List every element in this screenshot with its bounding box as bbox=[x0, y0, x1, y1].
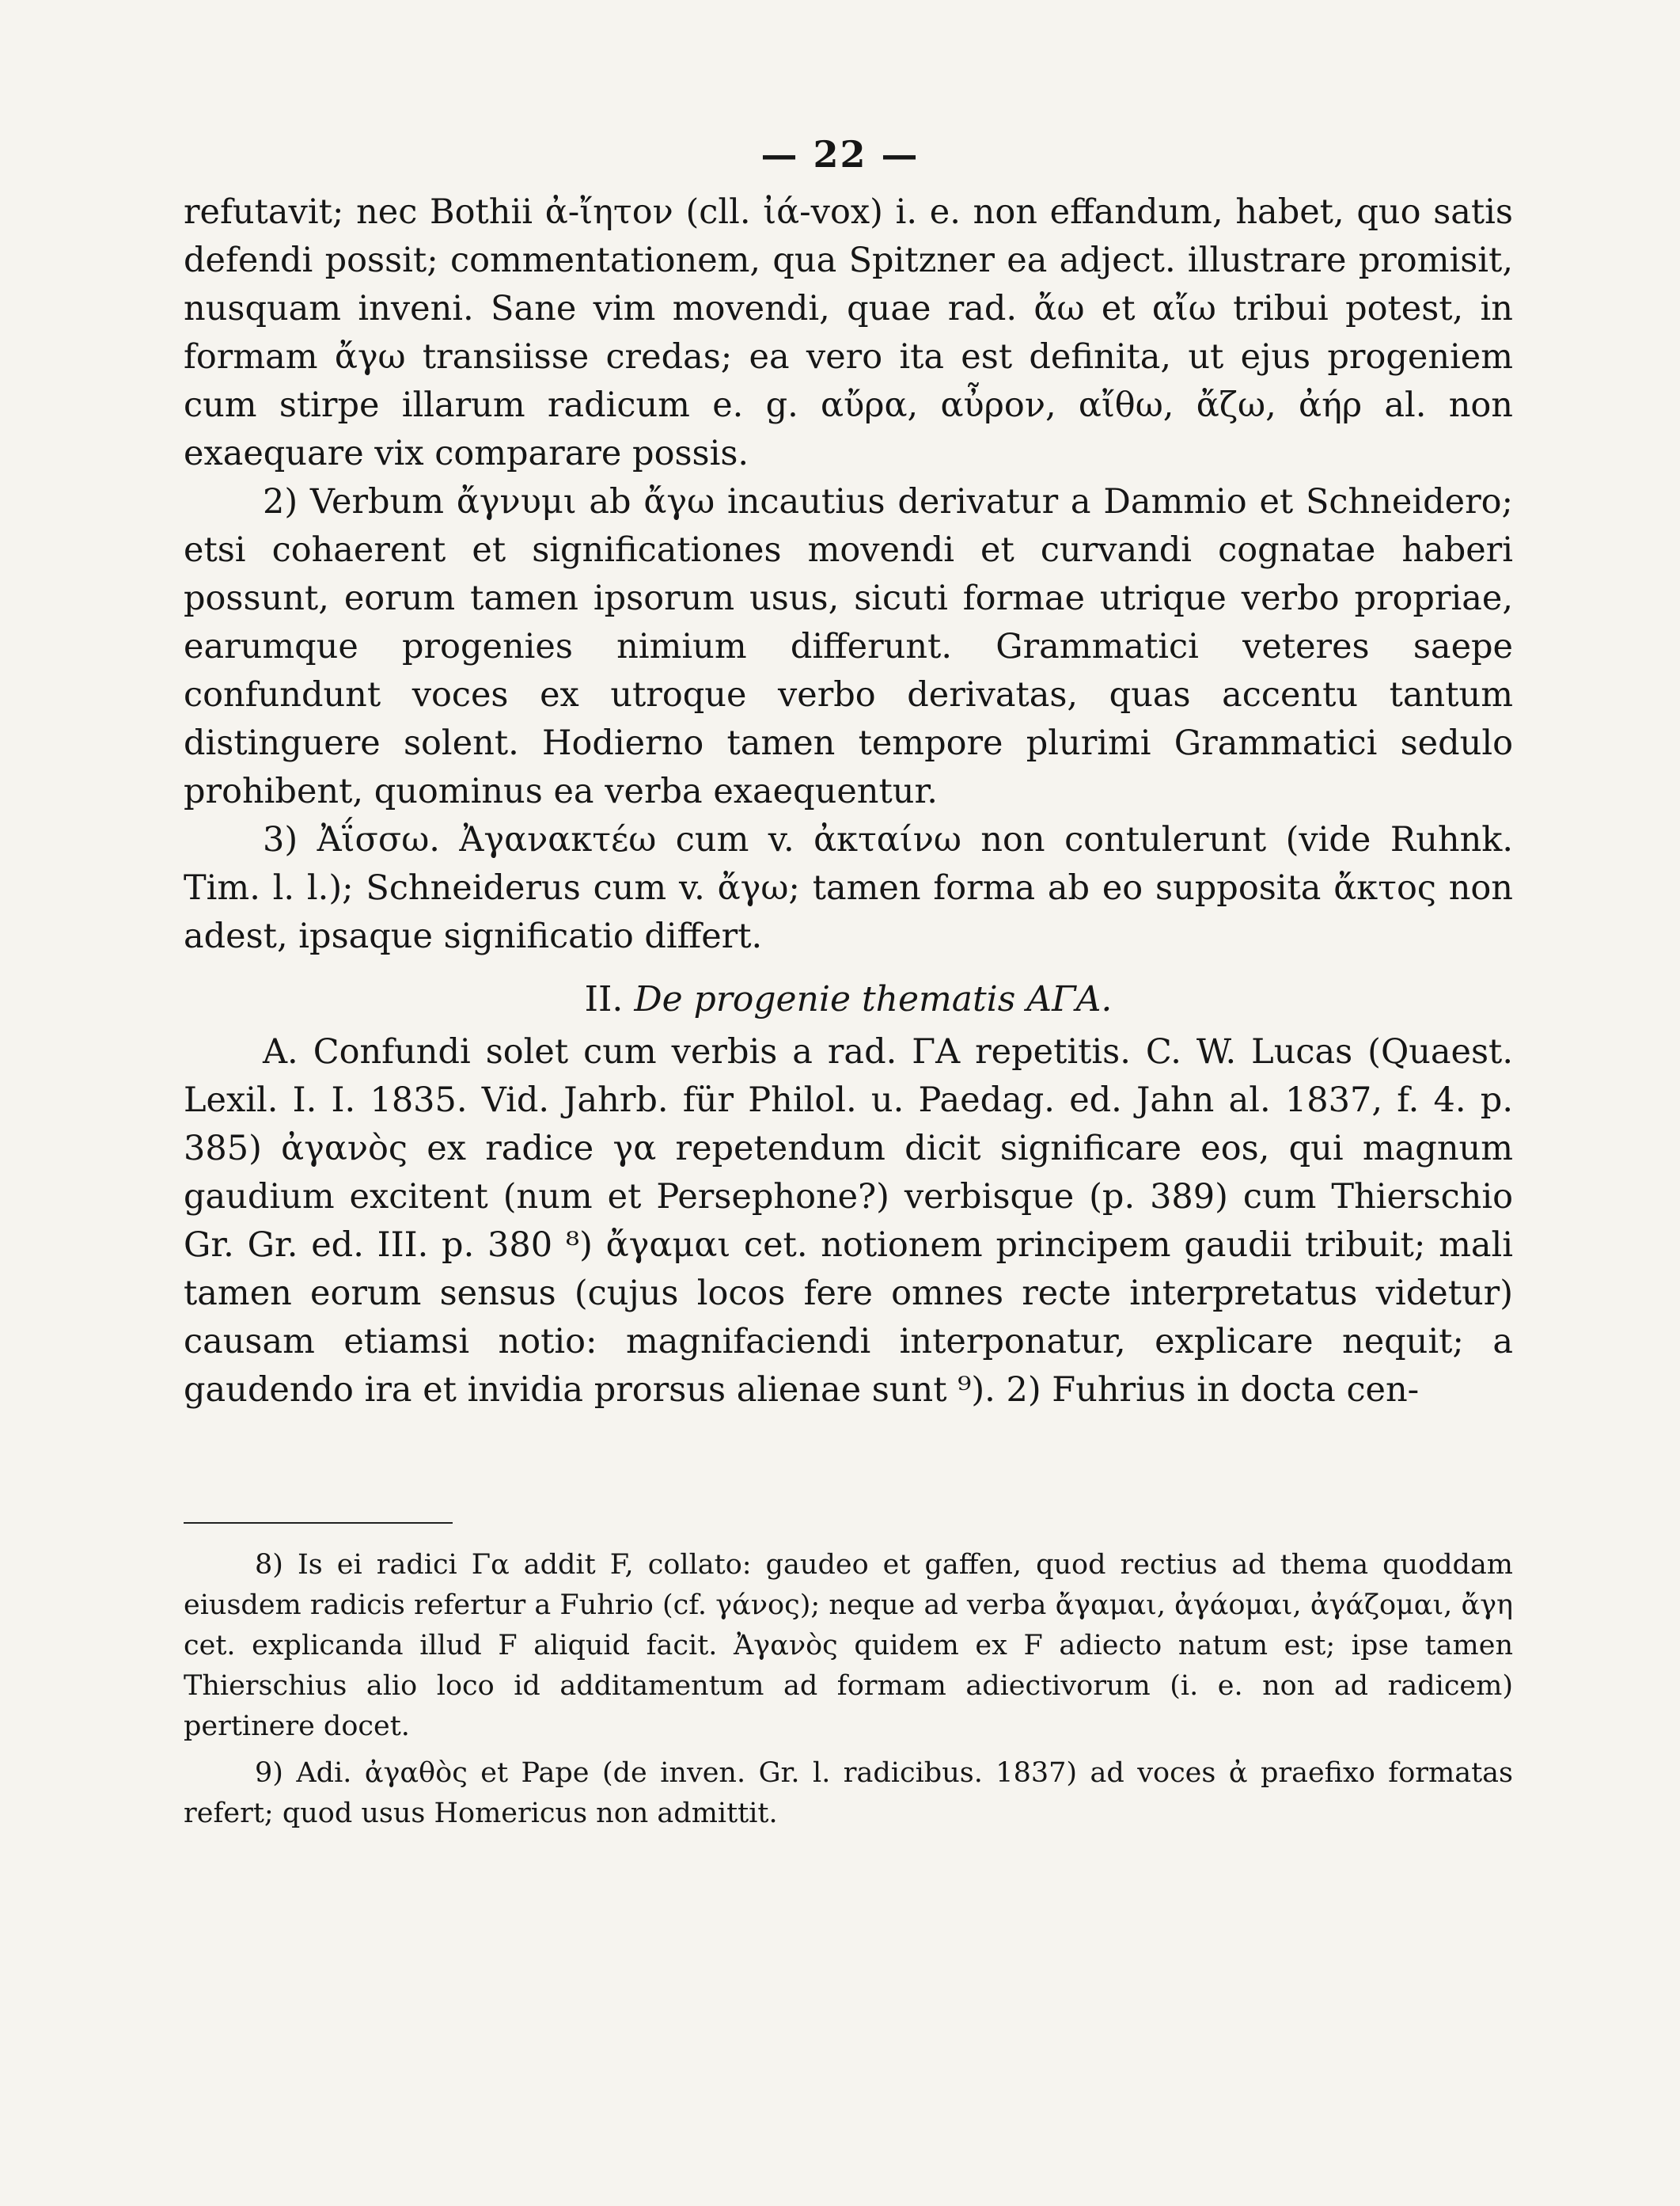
paragraph-continuation: refutavit; nec Bothii ἀ-ἴητον (cll. ἰά-vox) i. e. non effandum, habet, quo satis defendi possit; commentationem, qua Spitzner ea adject. illustrare promisit, nusquam inveni. Sane vim movendi, quae rad. ἄω et αἴω tribui potest, in formam ἄγω transiisse credas; ea vero ita est definita, ut ejus progeniem cum stirpe illarum radicum e. g. αὔρα, αὖρον, αἴθω, ἄζω, ἀήρ al. non exaequare vix comparare possis. bbox=[184, 192, 1513, 473]
main-text bbox=[184, 188, 1513, 1414]
page-number: — 22 — bbox=[760, 133, 920, 176]
section-title-text: De progenie thematis ΑΓΑ. bbox=[634, 979, 1113, 1019]
section-heading bbox=[184, 975, 1513, 1023]
paragraph-A: A. Confundi solet cum verbis a rad. ΓΑ repetitis. C. W. Lucas (Quaest. Lexil. I. I. 1835. Vid. Jahrb. für Philol. u. Paedag. ed. Jahn al. 1837, f. 4. p. 385) ἀγανὸς ex radice γα repetendum dicit significare eos, qui magnum gaudium excitent (num et Persephone?) verbisque (p. 389) cum Thierschio Gr. Gr. ed. III. p. 380 ⁸) ἄγαμαι cet. notionem principem gaudii tribuit; mali tamen eorum sensus (cujus locos fere omnes recte interpretatus videtur) causam etiamsi notio: magnifaciendi interponatur, explicare nequit; a gaudendo ira et invidia prorsus alienae sunt ⁹). 2) Fuhrius in docta cen- bbox=[184, 1032, 1513, 1410]
paragraph-3: 3) Ἀΐσσω. Ἀγανακτέω cum v. ἀκταίνω non contulerunt (vide Ruhnk. Tim. l. l.); Schneiderus cum v. ἄγω; tamen forma ab eo supposita ἄκτος non adest, ipsaque significatio differt. bbox=[184, 820, 1513, 956]
paragraph-2: 2) Verbum ἄγνυμι ab ἄγω incautius derivatur a Dammio et Schneidero; etsi cohaerent et significationes movendi et curvandi cognatae haberi possunt, eorum tamen ipsorum usus, sicuti formae utrique verbo propriae, earumque progenies nimium differunt. Grammatici veteres saepe confundunt voces ex utroque verbo derivatas, quas accentu tantum distinguere solent. Hodierno tamen tempore plurimi Grammatici sedulo prohibent, quominus ea verba exaequentur. bbox=[184, 482, 1513, 811]
footnote-9: 9) Adi. ἀγαθὸς et Pape (de inven. Gr. l. radicibus. 1837) ad voces ἀ praefixo formatas refert; quod usus Homericus non admittit. bbox=[184, 1757, 1513, 1829]
footnote-rule bbox=[184, 1522, 453, 1524]
footnote-8: 8) Is ei radici Γα addit F, collato: gaudeo et gaffen, quod rectius ad thema quoddam eiusdem radicis refertur a Fuhrio (cf. γάνος); neque ad verba ἄγαμαι, ἀγάομαι, ἀγάζομαι, ἄγη cet. explicanda illud F aliquid facit. Ἀγανὸς quidem ex F adiecto natum est; ipse tamen Thierschius alio loco id additamentum ad formam adiectivorum (i. e. non ad radicem) pertinere docet. bbox=[184, 1549, 1513, 1742]
footnotes bbox=[184, 1545, 1513, 1839]
section-numeral: II. bbox=[584, 979, 624, 1019]
